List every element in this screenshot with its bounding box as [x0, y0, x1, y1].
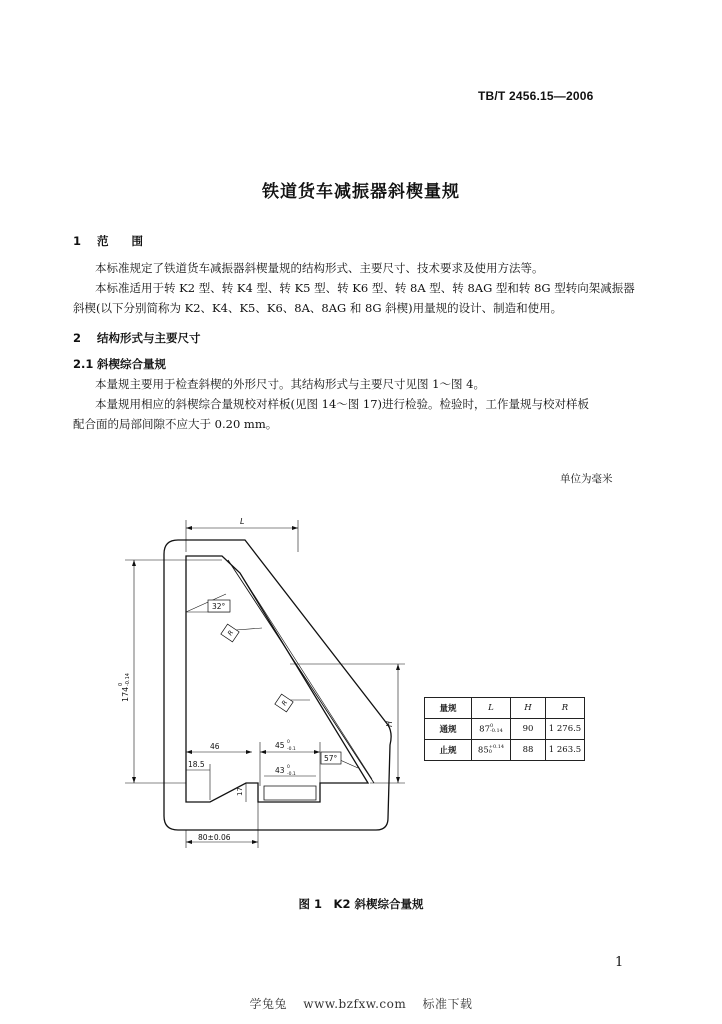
table-cell: 1 276.5 — [546, 719, 585, 740]
dim-18-5-label: 18.5 — [188, 760, 205, 769]
footer-site-name: 学兔兔 — [249, 997, 287, 1011]
section-2-heading — [73, 330, 201, 346]
footer-watermark — [0, 995, 722, 1012]
dim-43-tol-lower: -0.1 — [287, 772, 296, 777]
table-header-cell: H — [511, 698, 546, 719]
unit-note: 单位为毫米 — [560, 473, 613, 485]
table-header-cell: R — [546, 698, 585, 719]
section-title: 斜楔综合量规 — [97, 357, 166, 371]
dim-174-tol-lower: -0.14 — [125, 673, 131, 686]
dim-80-label: 80±0.06 — [198, 833, 231, 842]
section-title: 范 围 — [97, 234, 143, 248]
table-header-cell: L — [472, 698, 511, 719]
dim-45-tol-upper: 0 — [287, 740, 290, 745]
table-row — [425, 719, 585, 740]
paragraph: 斜楔(以下分别简称为 K2、K4、K5、K6、8A、8AG 和 8G 斜楔)用量规的设计、制造和使用。 — [73, 301, 563, 315]
section-2-1-heading — [73, 356, 166, 372]
table-header-cell: 量规 — [425, 698, 472, 719]
table-cell: 止规 — [425, 740, 472, 761]
paragraph: 配合面的局部间隙不应大于 0.20 mm。 — [73, 417, 278, 431]
dim-46-label: 46 — [210, 742, 220, 751]
dim-43-label: 43 — [275, 766, 285, 775]
page-number: 1 — [615, 955, 624, 970]
paragraph: 本标准适用于转 K2 型、转 K4 型、转 K5 型、转 K6 型、转 8A 型、转 8AG 型和转 8G 型转向架减振器 — [95, 281, 635, 295]
section-number: 2.1 — [73, 357, 94, 371]
table-cell: 90 — [511, 719, 546, 740]
table-cell: 1 263.5 — [546, 740, 585, 761]
dim-R-label: R — [226, 628, 236, 638]
paragraph: 本标准规定了铁道货车减振器斜楔量规的结构形式、主要尺寸、技术要求及使用方法等。 — [95, 261, 544, 275]
footer-url[interactable]: www.bzfxw.com — [303, 997, 407, 1011]
table-cell: 88 — [511, 740, 546, 761]
section-title: 结构形式与主要尺寸 — [97, 331, 201, 345]
dim-17-label: 17 — [236, 787, 244, 796]
gauge-outline — [164, 540, 391, 830]
angle-32-label: 32° — [212, 602, 226, 611]
section-1-heading — [73, 233, 143, 249]
section-number: 2 — [73, 331, 82, 345]
standard-number: TB/T 2456.15—2006 — [478, 89, 594, 103]
paragraph: 本量规用相应的斜楔综合量规校对样板(见图 14～图 17)进行检验。检验时，工作量规与校对样板 — [95, 397, 590, 411]
table-row — [425, 740, 585, 761]
footer-tagline: 标准下载 — [422, 997, 473, 1011]
angle-57-label: 57° — [324, 754, 338, 763]
table-cell: 870 -0.14 — [472, 719, 511, 740]
dim-43-tol-upper: 0 — [287, 765, 290, 770]
table-cell: 通规 — [425, 719, 472, 740]
dim-174-label: 174 — [121, 686, 130, 702]
section-number: 1 — [73, 234, 82, 248]
dimension-table — [424, 697, 585, 761]
dim-R-label: R — [280, 698, 290, 708]
paragraph: 本量规主要用于检查斜楔的外形尺寸。其结构形式与主要尺寸见图 1～图 4。 — [95, 377, 485, 391]
dim-H-label: H — [385, 720, 394, 727]
table-cell: 85+0.14 0 — [472, 740, 511, 761]
figure-caption: 图 1 K2 斜楔综合量规 — [298, 897, 424, 911]
table-header-row — [425, 698, 585, 719]
gauge-drawing — [100, 505, 430, 865]
dim-45-label: 45 — [275, 741, 285, 750]
dim-45-tol-lower: -0.1 — [287, 747, 296, 752]
dim-L-label: L — [240, 517, 245, 526]
dim-174-tol-upper: 0 — [118, 682, 124, 686]
document-title: 铁道货车减振器斜楔量规 — [262, 182, 460, 202]
